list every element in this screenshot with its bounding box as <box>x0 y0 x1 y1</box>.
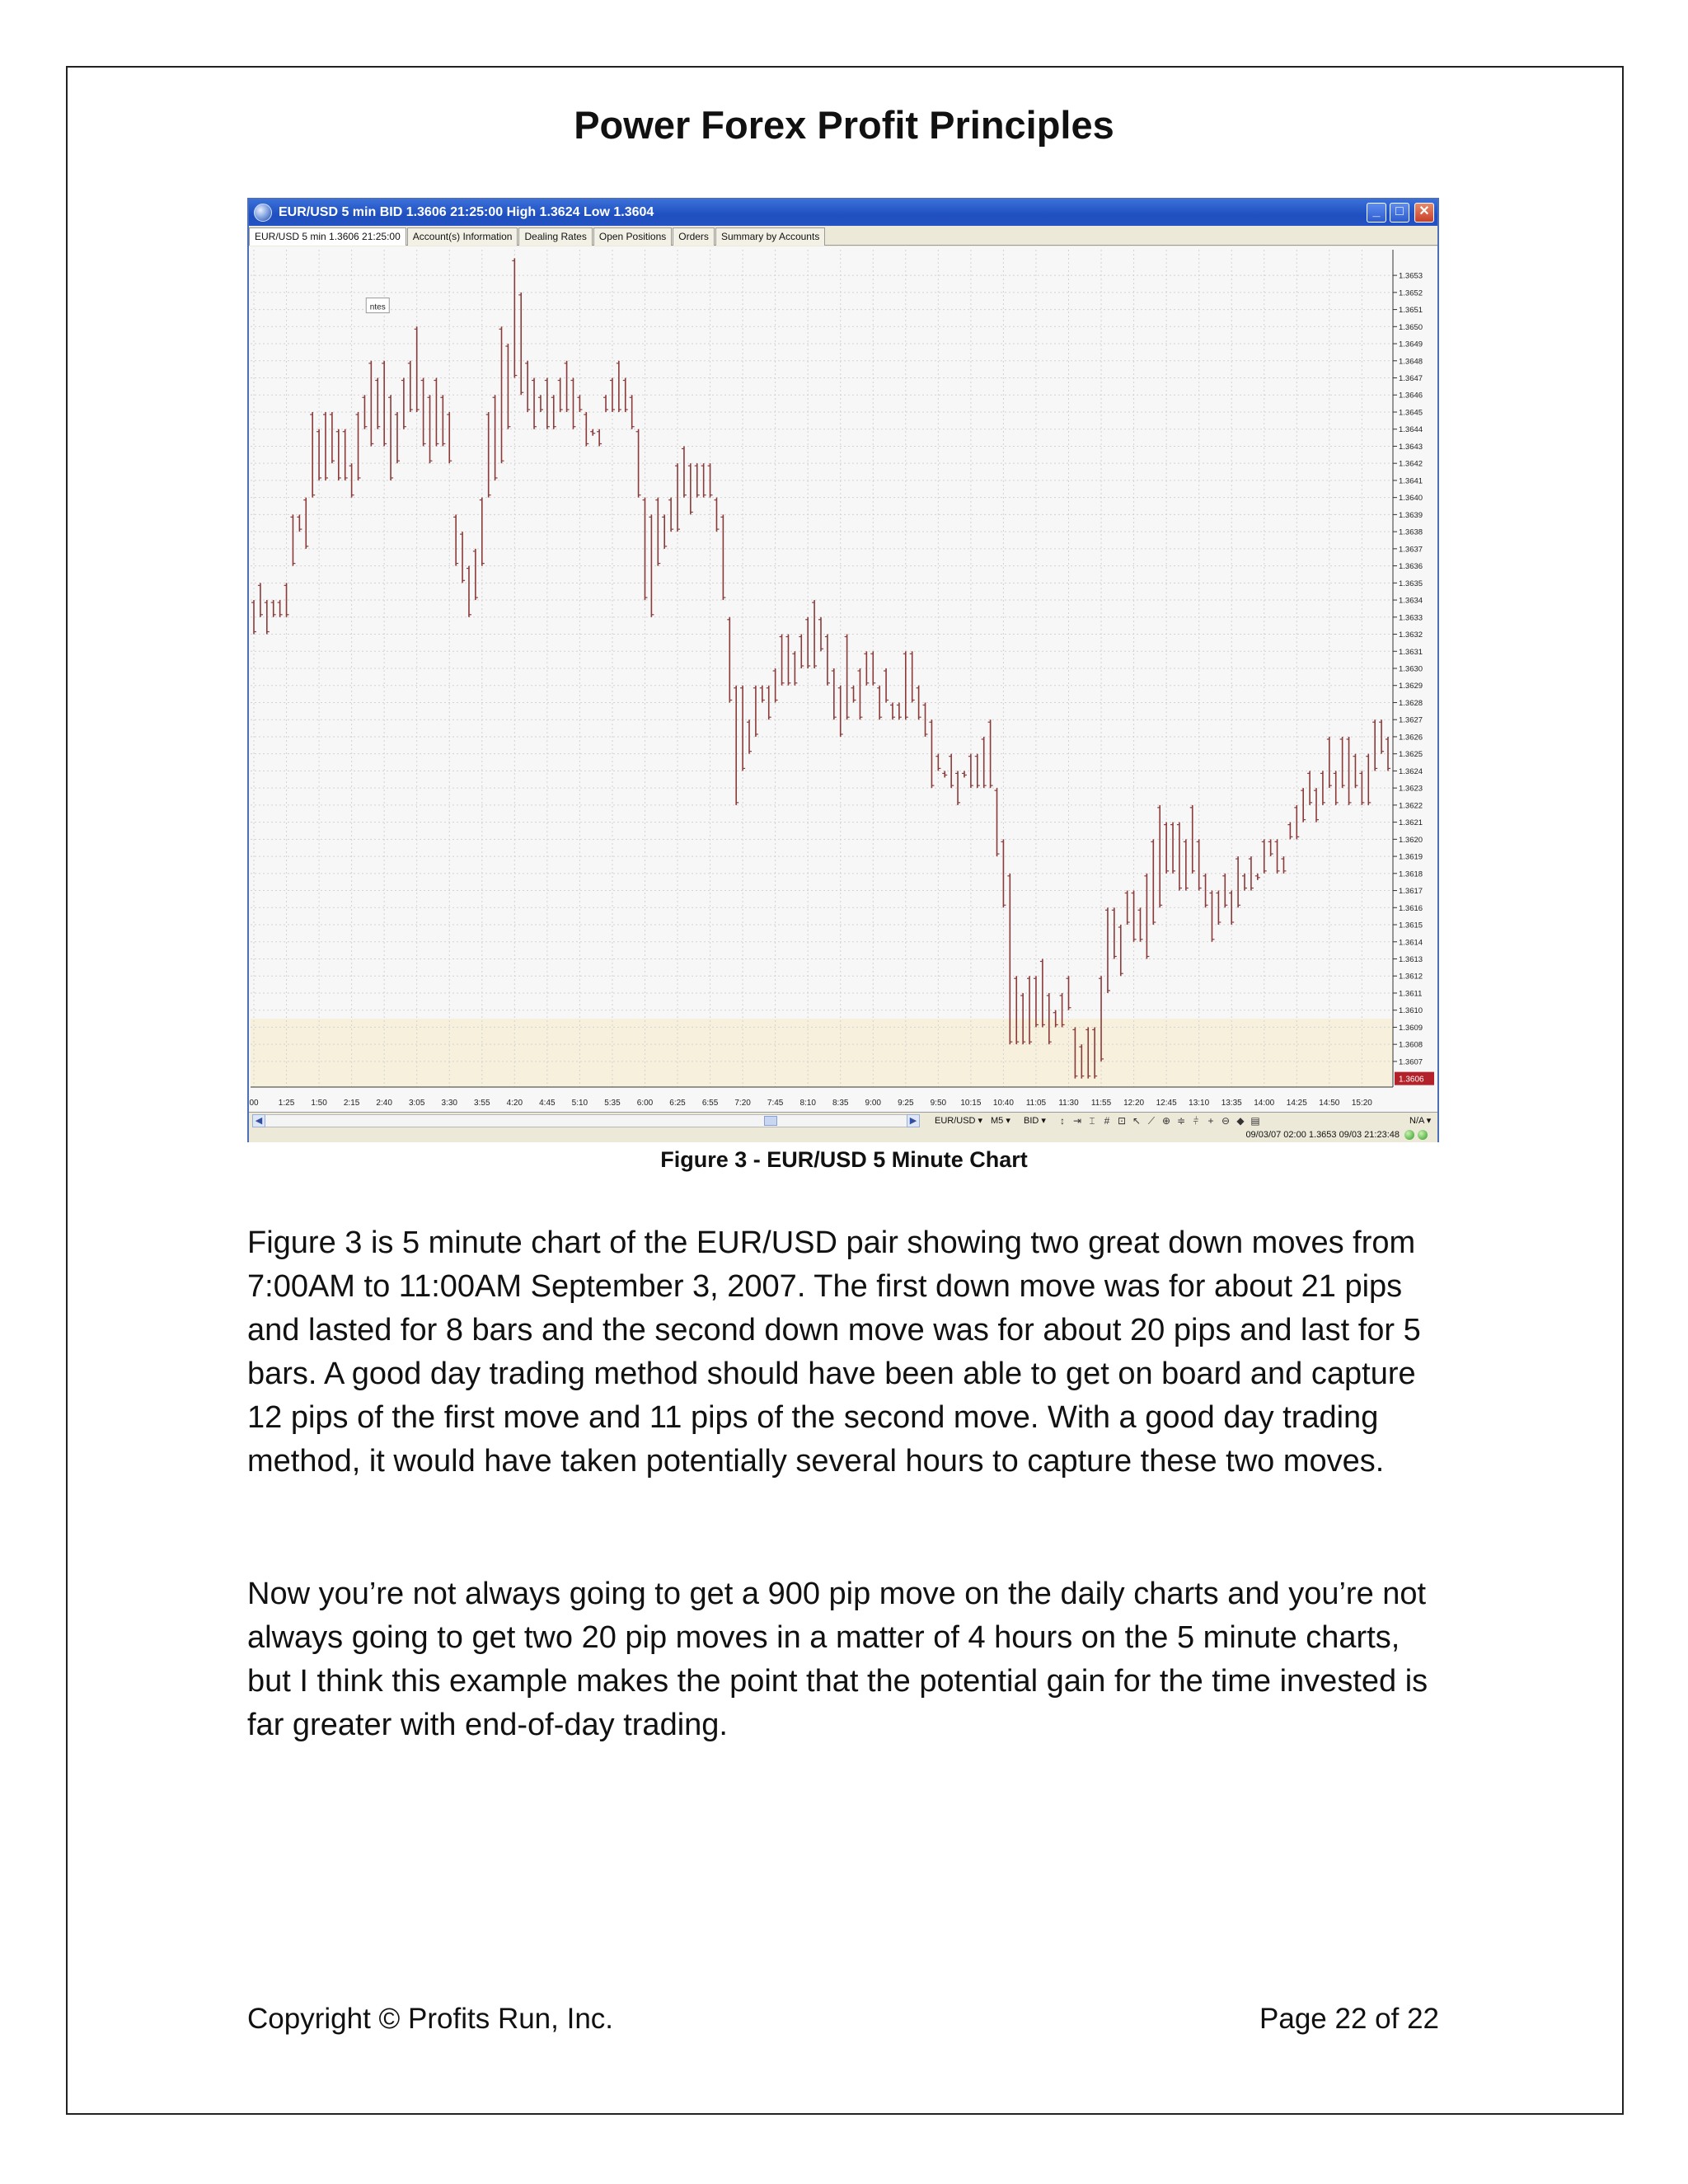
zoom-in-icon[interactable]: ⊕ <box>1161 1115 1171 1127</box>
close-button[interactable]: ✕ <box>1414 203 1434 223</box>
crosshair-icon[interactable]: ⌶ <box>1089 1115 1095 1127</box>
zoom-out-icon[interactable]: ⊖ <box>1221 1115 1231 1127</box>
chart-tools-toolbar <box>1057 1115 1261 1127</box>
x-tick-label: 13:10 <box>1189 1099 1210 1108</box>
y-tick-label: 1.3625 <box>1399 750 1423 760</box>
x-tick-label: 4:45 <box>539 1099 556 1108</box>
x-tick-label: 00 <box>249 1099 259 1108</box>
server-status-icon <box>1418 1130 1428 1140</box>
x-tick-label: 8:10 <box>799 1099 816 1108</box>
ohlc-chart[interactable] <box>249 246 1437 1112</box>
x-tick-label: 11:05 <box>1025 1099 1047 1108</box>
y-tick-label: 1.3610 <box>1399 1006 1423 1016</box>
tab-summary-by-accounts[interactable]: Summary by Accounts <box>715 227 825 246</box>
x-tick-label: 10:40 <box>992 1099 1014 1108</box>
chart-status-readout: 09/03/07 02:00 1.3653 09/03 21:23:48 <box>1245 1130 1400 1140</box>
y-tick-label: 1.3612 <box>1399 972 1423 982</box>
y-tick-label: 1.3607 <box>1399 1057 1423 1067</box>
mode-dropdown[interactable]: N/A ▾ <box>1409 1116 1432 1126</box>
x-tick-label: 13:35 <box>1221 1099 1242 1108</box>
y-tick-label: 1.3618 <box>1399 869 1423 879</box>
window-title: EUR/USD 5 min BID 1.3606 21:25:00 High 1.3624 Low 1.3604 <box>279 205 654 219</box>
y-tick-label: 1.3638 <box>1399 527 1423 537</box>
document-title: Power Forex Profit Principles <box>574 103 1114 147</box>
x-tick-label: 6:25 <box>669 1099 686 1108</box>
y-tick-label: 1.3643 <box>1399 442 1423 452</box>
scroll-thumb[interactable] <box>764 1116 777 1126</box>
y-tick-label: 1.3627 <box>1399 715 1423 725</box>
x-tick-label: 14:25 <box>1286 1099 1307 1108</box>
y-tick-label: 1.3637 <box>1399 545 1423 555</box>
horizontal-scrollbar[interactable] <box>252 1114 920 1127</box>
y-tick-label: 1.3640 <box>1399 494 1423 504</box>
price-chart-area[interactable] <box>249 246 1437 1112</box>
zoom-fit-icon[interactable]: ⊡ <box>1117 1115 1127 1127</box>
figure-caption: Figure 3 - EUR/USD 5 Minute Chart <box>660 1147 1028 1172</box>
y-tick-label: 1.3613 <box>1399 954 1423 964</box>
y-tick-label: 1.3623 <box>1399 784 1423 794</box>
x-tick-label: 7:45 <box>767 1099 784 1108</box>
x-tick-label: 2:40 <box>376 1099 392 1108</box>
tab-account-information[interactable]: Account(s) Information <box>407 227 518 246</box>
y-tick-label: 1.3614 <box>1399 938 1423 948</box>
x-tick-label: 6:55 <box>701 1099 719 1108</box>
x-tick-label: 5:10 <box>571 1099 588 1108</box>
y-tick-label: 1.3635 <box>1399 579 1423 588</box>
y-tick-label: 1.3608 <box>1399 1040 1423 1050</box>
y-tick-label: 1.3615 <box>1399 921 1423 930</box>
cursor-icon[interactable]: ↖ <box>1132 1115 1142 1127</box>
y-tick-label: 1.3645 <box>1399 408 1423 418</box>
session-shading <box>251 1019 1393 1087</box>
y-tick-label: 1.3617 <box>1399 887 1423 897</box>
y-tick-label: 1.3650 <box>1399 322 1423 332</box>
y-tick-label: 1.3629 <box>1399 682 1423 691</box>
y-tick-label: 1.3649 <box>1399 340 1423 349</box>
y-tick-label: 1.3636 <box>1399 562 1423 572</box>
y-tick-label: 1.3646 <box>1399 391 1423 401</box>
y-tick-label: 1.3619 <box>1399 852 1423 862</box>
channel-icon[interactable]: ⫩ <box>1193 1115 1199 1127</box>
y-tick-label: 1.3632 <box>1399 630 1423 640</box>
copyright-footer: Copyright © Profits Run, Inc. <box>247 2003 614 2035</box>
tab-strip <box>249 226 1437 246</box>
x-tick-label: 5:35 <box>604 1099 621 1108</box>
minimize-button[interactable]: _ <box>1367 203 1386 223</box>
timeframe-dropdown[interactable]: M5 ▾ <box>991 1116 1010 1126</box>
tab-dealing-rates[interactable]: Dealing Rates <box>518 227 592 246</box>
y-tick-label: 1.3647 <box>1399 374 1423 384</box>
x-tick-label: 12:45 <box>1156 1099 1177 1108</box>
x-tick-label: 15:20 <box>1351 1099 1372 1108</box>
x-tick-label: 9:25 <box>898 1099 914 1108</box>
y-tick-label: 1.3620 <box>1399 835 1423 845</box>
indicator-icon[interactable]: ◆ <box>1236 1115 1245 1127</box>
y-tick-label: 1.3653 <box>1399 271 1423 281</box>
y-tick-label: 1.3641 <box>1399 476 1423 486</box>
tab-chart[interactable]: EUR/USD 5 min 1.3606 21:25:00 <box>249 227 406 246</box>
y-tick-label: 1.3624 <box>1399 766 1423 776</box>
y-tick-label: 1.3639 <box>1399 510 1423 520</box>
fibonacci-icon[interactable]: ≑ <box>1176 1115 1186 1127</box>
x-tick-label: 4:20 <box>506 1099 523 1108</box>
y-tick-label: 1.3626 <box>1399 733 1423 743</box>
trendline-icon[interactable]: ⟋ <box>1147 1115 1156 1127</box>
chart-type-icon[interactable]: ↕ <box>1060 1115 1065 1127</box>
add-line-icon[interactable]: + <box>1207 1115 1214 1127</box>
price-type-dropdown[interactable]: BID ▾ <box>1024 1116 1046 1126</box>
x-tick-label: 11:55 <box>1090 1099 1112 1108</box>
y-tick-label: 1.3644 <box>1399 425 1423 435</box>
body-paragraph-1: Figure 3 is 5 minute chart of the EUR/USD pair showing two great down moves from 7:00AM to 11:00AM September 3, 2007. The first down move was for about 21 pips and lasted for 8 bars and the second down move was for about 20 pips and last for 5 bars. A good day trading method should have been able to get on board and capture 12 pips of the first move and 11 pips of the second move. With a good day trading method, it would have taken potentially several hours to capture these two moves. <box>247 1226 1421 1479</box>
x-tick-label: 6:00 <box>636 1099 654 1108</box>
y-tick-label: 1.3616 <box>1399 903 1423 913</box>
x-tick-label: 7:20 <box>734 1099 751 1108</box>
y-tick-label: 1.3611 <box>1399 989 1423 999</box>
x-tick-label: 1:50 <box>311 1099 327 1108</box>
y-tick-label: 1.3622 <box>1399 801 1423 811</box>
y-tick-label: 1.3634 <box>1399 596 1423 606</box>
y-tick-label: 1.3609 <box>1399 1023 1423 1033</box>
y-tick-label: 1.3630 <box>1399 664 1423 674</box>
scroll-left-arrow-icon[interactable]: ◀ <box>252 1114 265 1127</box>
x-tick-label: 10:15 <box>960 1099 982 1108</box>
x-tick-label: 8:35 <box>832 1099 849 1108</box>
y-tick-label: 1.3628 <box>1399 698 1423 708</box>
grid-icon[interactable]: # <box>1104 1115 1110 1127</box>
body-paragraph-2: Now you’re not always going to get a 900 pip move on the daily charts and you’re not always going to get two 20 pip moves in a matter of 4 hours on the 5 minute charts, but I think this example makes the point that the potential gain for the time invested is far greater with end-of-day trading. <box>247 1577 1428 1742</box>
y-tick-label: 1.3631 <box>1399 647 1423 657</box>
current-price-label: 1.3606 <box>1399 1075 1424 1085</box>
x-tick-label: 11:30 <box>1058 1099 1079 1108</box>
x-tick-label: 3:55 <box>474 1099 490 1108</box>
x-tick-label: 14:00 <box>1254 1099 1275 1108</box>
autoscroll-icon[interactable]: ⇥ <box>1072 1115 1082 1127</box>
trading-chart-window <box>247 198 1439 1142</box>
y-tick-label: 1.3633 <box>1399 613 1423 623</box>
y-tick-label: 1.3651 <box>1399 306 1423 316</box>
connection-status-icon <box>1404 1130 1414 1140</box>
app-globe-icon <box>254 204 272 222</box>
x-tick-label: 1:25 <box>278 1099 295 1108</box>
x-tick-label: 9:50 <box>930 1099 947 1108</box>
window-titlebar[interactable] <box>249 199 1437 226</box>
y-tick-label: 1.3642 <box>1399 459 1423 469</box>
chart-note-label: ntes <box>369 302 386 312</box>
tab-open-positions[interactable]: Open Positions <box>593 227 672 246</box>
maximize-button[interactable]: □ <box>1390 203 1409 223</box>
x-tick-label: 3:30 <box>441 1099 457 1108</box>
x-tick-label: 9:00 <box>865 1099 881 1108</box>
properties-icon[interactable]: ▤ <box>1250 1115 1260 1127</box>
x-tick-label: 3:05 <box>408 1099 425 1108</box>
x-tick-label: 12:20 <box>1123 1099 1145 1108</box>
y-tick-label: 1.3648 <box>1399 357 1423 367</box>
y-tick-label: 1.3621 <box>1399 818 1423 828</box>
tab-orders[interactable]: Orders <box>673 227 715 246</box>
scroll-right-arrow-icon[interactable]: ▶ <box>907 1114 920 1127</box>
y-tick-label: 1.3652 <box>1399 288 1423 298</box>
symbol-dropdown[interactable]: EUR/USD ▾ <box>935 1116 983 1126</box>
page-number: Page 22 of 22 <box>1259 2003 1439 2035</box>
chart-statusbar <box>249 1112 1437 1142</box>
x-tick-label: 14:50 <box>1319 1099 1340 1108</box>
x-tick-label: 2:15 <box>343 1099 360 1108</box>
